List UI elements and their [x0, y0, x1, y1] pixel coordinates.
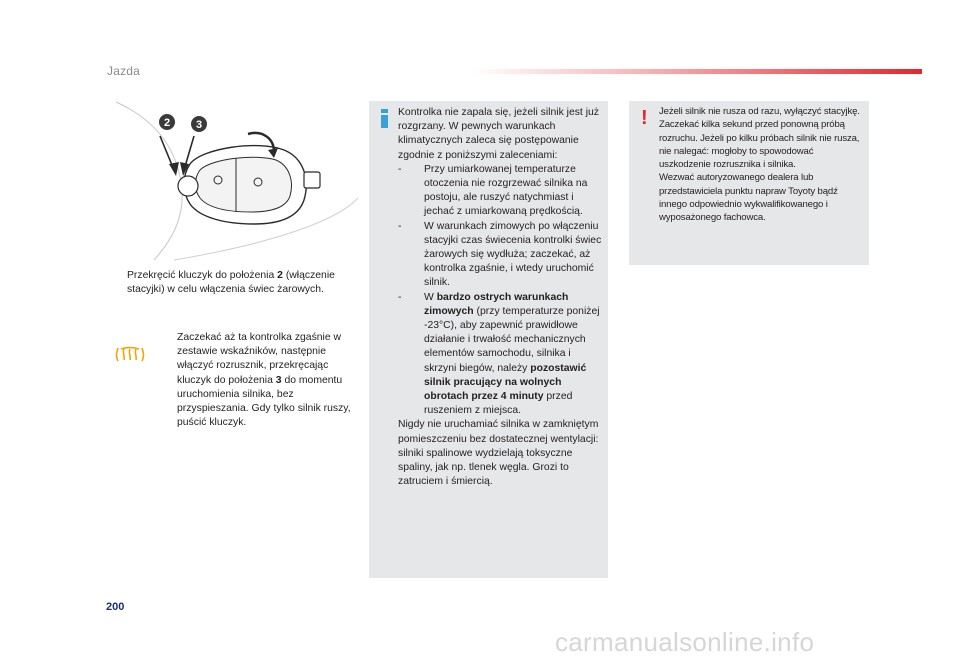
step-turn-key-text: Przekręcić kluczyk do położenia 2 (włączenie stacyjki) w celu włączenia świec żarowych.	[127, 270, 335, 296]
header-accent-bar	[470, 69, 922, 74]
step-start-engine-text: Zaczekać aż ta kontrolka zgaśnie w zestawie wskaźników, następnie włączyć rozrusznik, przekręcając kluczyk do położenia 3 do momentu uruchomienia silnika, bez przyspieszania. Gdy tylko silnik ruszy, puścić kluczyk.	[177, 332, 351, 429]
info-list-item	[398, 291, 604, 419]
page-number: 200	[106, 601, 125, 613]
info-list-item	[398, 163, 604, 220]
callout-label-2: 2	[163, 117, 171, 129]
info-icon	[380, 109, 389, 128]
callout-badge-2	[159, 114, 175, 130]
info-item-2: W warunkach zimowych po włączeniu stacyjki czas świecenia kontrolki świec żarowych się wydłuża; zaczekać, aż kontrolka zgaśnie, i wtedy uruchomić silnik.	[424, 220, 602, 289]
warning-box-text	[659, 105, 867, 225]
dash-marker: -	[398, 220, 402, 232]
ignition-key-illustration	[108, 100, 360, 262]
section-title: Jazda	[107, 64, 141, 78]
info-box-text	[398, 106, 604, 489]
key-fob	[178, 146, 320, 224]
warning-para-2: Zaczekać kilka sekund przed ponowną próbą rozruchu. Jeżeli po kilku próbach silnik nie rusza, nie nalegać: mogłoby to spowodować uszkodzenie rozrusznika i silnika.	[659, 119, 860, 171]
step-turn-key	[112, 269, 352, 297]
info-closing: Nigdy nie uruchamiać silnika w zamkniętym pomieszczeniu bez dostatecznej wentylacji: silniki spalinowe wydzielają toksyczne spaliny, jak np. tlenek węgla. Grozi to zatruciem i śmiercią.	[398, 419, 599, 488]
callout-label-3: 3	[195, 119, 203, 131]
bullet-icon	[162, 331, 177, 430]
dash-marker: -	[398, 291, 402, 303]
info-list-item	[398, 220, 604, 291]
callout-badge-3	[191, 116, 207, 132]
warning-para-3: Wezwać autoryzowanego dealera lub przedstawiciela punktu napraw Toyoty bądź innego odpowiednio wykwalifikowanego i wyposażonego fachowca.	[659, 172, 838, 224]
bullet-icon	[112, 269, 127, 297]
pointer-arrow-2-icon	[169, 162, 179, 176]
warning-exclamation-icon: !	[641, 107, 648, 129]
glow-plug-warning-lamp-icon	[115, 345, 145, 363]
dash-marker: -	[398, 163, 402, 175]
watermark: carmanualsonline.info	[555, 627, 815, 657]
info-item-3: W bardzo ostrych warunkach zimowych (przy temperaturze poniżej -23°C), aby zapewnić prawidłowe działanie i trwałość mechanicznych elementów samochodu, silnika i skrzyni biegów, należy pozostawić silnik pracujący na wolnych obrotach przez 4 minuty przed ruszeniem z miejsca.	[424, 291, 600, 417]
warning-para-1: Jeżeli silnik nie rusza od razu, wyłączyć stacyjkę.	[659, 106, 860, 117]
info-intro: Kontrolka nie zapala się, jeżeli silnik jest już rozgrzany. W pewnych warunkach klimatycznych zaleca się postępowanie zgodnie z poniższymi zaleceniami:	[398, 107, 599, 161]
info-item-1: Przy umiarkowanej temperaturze otoczenia nie rozgrzewać silnika na postoju, ale ruszyć natychmiast i jechać z umiarkowaną prędkością.	[424, 163, 588, 218]
step-start-engine	[162, 331, 352, 430]
